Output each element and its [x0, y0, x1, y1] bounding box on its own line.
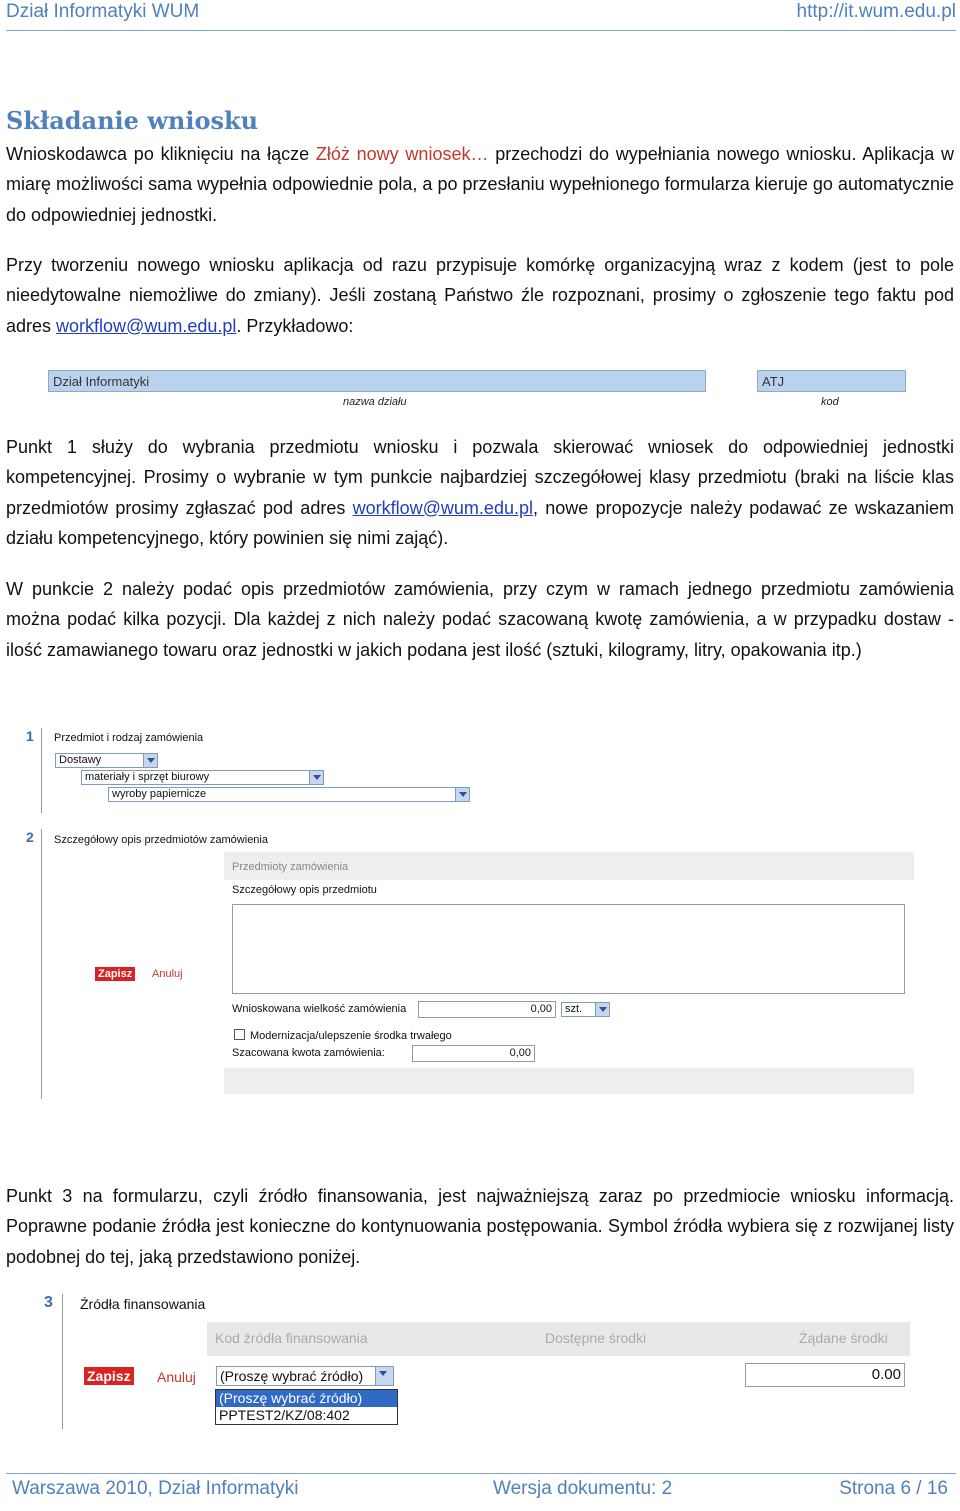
paragraph-text: . Przykładowo:: [236, 315, 354, 336]
subject-subclass-select[interactable]: [108, 787, 470, 802]
cancel-link[interactable]: Anuluj: [152, 968, 183, 980]
description-textarea[interactable]: [232, 904, 905, 994]
subject-class-select[interactable]: [81, 770, 324, 785]
header-left-title: Dział Informatyki WUM: [6, 1, 200, 22]
quantity-label: Wnioskowana wielkość zamówienia: [232, 1003, 407, 1015]
requested-funds-column: Żądane środki: [799, 1330, 888, 1346]
select-value: wyroby papiernicze: [112, 788, 207, 800]
header-url[interactable]: http://it.wum.edu.pl: [796, 1, 956, 22]
paragraph-text: Przy tworzeniu nowego wniosku aplikacja od razu przypisuje komórkę organizacyjną wraz z kodem (jest to pole nieedytowalne niemożliwe do zmiany). Jeśli zostaną Państwo źle rozpoznani, prosimy o zgłoszenie tego faktu pod adres: [6, 255, 954, 336]
paragraph-point1: [6, 432, 954, 553]
paragraph-org-unit: [6, 250, 954, 341]
dropdown-option-placeholder[interactable]: (Proszę wybrać źródło): [216, 1390, 397, 1407]
select-value: (Proszę wybrać źródło): [220, 1368, 364, 1384]
paragraph-text: Punkt 1 służy do wybrania przedmiotu wniosku i pozwala skierować wniosek do odpowiedniej jednostki kompetencyjnej. Prosimy o wybranie w tym punkcie najbardziej szczegółowej klasy przedmiotu (braki na liście klas przedmiotów prosimy zgłaszać pod adres: [6, 437, 954, 518]
chevron-down-icon: [309, 771, 323, 784]
paragraph-text: Wnioskodawca po kliknięciu na łącze: [6, 144, 316, 164]
funding-source-dropdown[interactable]: [215, 1389, 398, 1425]
chevron-down-icon: [375, 1367, 393, 1385]
paragraph-point2: W punkcie 2 należy podać opis przedmiotów zamówienia, przy czym w ramach jednego przedmiotu zamówienia można podać kilka pozycji. Dla każdej z nich należy podać szacowaną kwotę zamówienia, a w przypadku dostaw - ilość zamawianego towaru oraz jednostki w jakich podana jest ilość (sztuki, kilogramy, litry, opakowania itp.): [6, 579, 954, 660]
page-header: [6, 0, 956, 31]
paragraph-intro: [6, 139, 954, 230]
estimated-amount-input[interactable]: 0,00: [412, 1045, 535, 1062]
chevron-down-icon: [455, 788, 469, 801]
save-button[interactable]: Zapisz: [95, 967, 135, 981]
select-value: Dostawy: [59, 754, 102, 766]
step-number-2: 2: [26, 829, 34, 845]
modernization-checkbox[interactable]: [234, 1029, 245, 1040]
available-funds-column: Dostępne środki: [545, 1330, 647, 1346]
footer-version: Wersja dokumentu: 2: [493, 1478, 673, 1499]
email-link[interactable]: workflow@wum.edu.pl: [352, 497, 533, 518]
save-button[interactable]: Zapisz: [84, 1367, 134, 1385]
footer-page-number: Strona 6 / 16: [839, 1478, 948, 1499]
step-divider: [41, 728, 42, 813]
dropdown-option-source[interactable]: PPTEST2/KZ/08:402: [219, 1407, 350, 1423]
step-divider: [62, 1294, 63, 1429]
department-code-field: ATJ: [757, 370, 906, 392]
requested-amount-input[interactable]: 0.00: [745, 1363, 905, 1387]
order-type-select[interactable]: [55, 753, 158, 768]
select-value: szt.: [565, 1003, 583, 1015]
items-footer-band: [224, 1068, 914, 1094]
page-footer: [6, 1473, 956, 1511]
department-name-field: Dział Informatyki: [48, 370, 706, 392]
department-name-caption: nazwa działu: [343, 396, 407, 408]
paragraph-text: , nowe propozycje należy podawać ze wskazaniem działu kompetencyjnego, który powinien się nimi zająć).: [6, 497, 954, 548]
step-divider: [41, 829, 42, 1099]
details-section-title: Szczegółowy opis przedmiotów zamówienia: [54, 834, 268, 846]
subject-section-title: Przedmiot i rodzaj zamówienia: [54, 732, 204, 744]
paragraph-point3: Punkt 3 na formularzu, czyli źródło finansowania, jest najważniejszą zaraz po przedmiocie wniosku informacją. Poprawne podanie źródła jest konieczne do kontynuowania postępowania. Symbol źródła wybiera się z rozwijanej listy podobnej do tej, jaką przedstawiono poniżej.: [6, 1186, 954, 1267]
cancel-link[interactable]: Anuluj: [157, 1369, 196, 1385]
estimated-amount-label: Szacowana kwota zamówienia:: [232, 1047, 385, 1059]
quantity-input[interactable]: 0,00: [418, 1001, 556, 1018]
funding-source-select[interactable]: [216, 1366, 394, 1386]
new-request-link[interactable]: Złóż nowy wniosek…: [315, 144, 489, 164]
step-number-3: 3: [44, 1294, 53, 1311]
step-number-1: 1: [26, 728, 34, 744]
section-heading: Składanie wniosku: [6, 106, 259, 135]
items-header-label: Przedmioty zamówienia: [232, 861, 349, 873]
chevron-down-icon: [143, 754, 157, 767]
paragraph-text: przechodzi do wypełniania nowego wniosku. Aplikacja w miarę możliwości sama wypełnia odpowiednie pola, a po przesłaniu wypełnionego formularza kieruje go automatycznie do odpowiedniej jednostki.: [6, 144, 954, 225]
chevron-down-icon: [595, 1003, 609, 1016]
modernization-label: Modernizacja/ulepszenie środka trwałego: [250, 1030, 452, 1042]
footer-left: Warszawa 2010, Dział Informatyki: [12, 1478, 299, 1499]
unit-select[interactable]: [561, 1002, 610, 1017]
department-code-caption: kod: [821, 396, 839, 408]
select-value: materiały i sprzęt biurowy: [85, 771, 210, 783]
email-link[interactable]: workflow@wum.edu.pl: [56, 315, 237, 336]
description-label: Szczegółowy opis przedmiotu: [232, 884, 377, 896]
funding-section-title: Źródła finansowania: [80, 1296, 206, 1312]
funding-code-column: Kod źródła finansowania: [215, 1330, 368, 1346]
